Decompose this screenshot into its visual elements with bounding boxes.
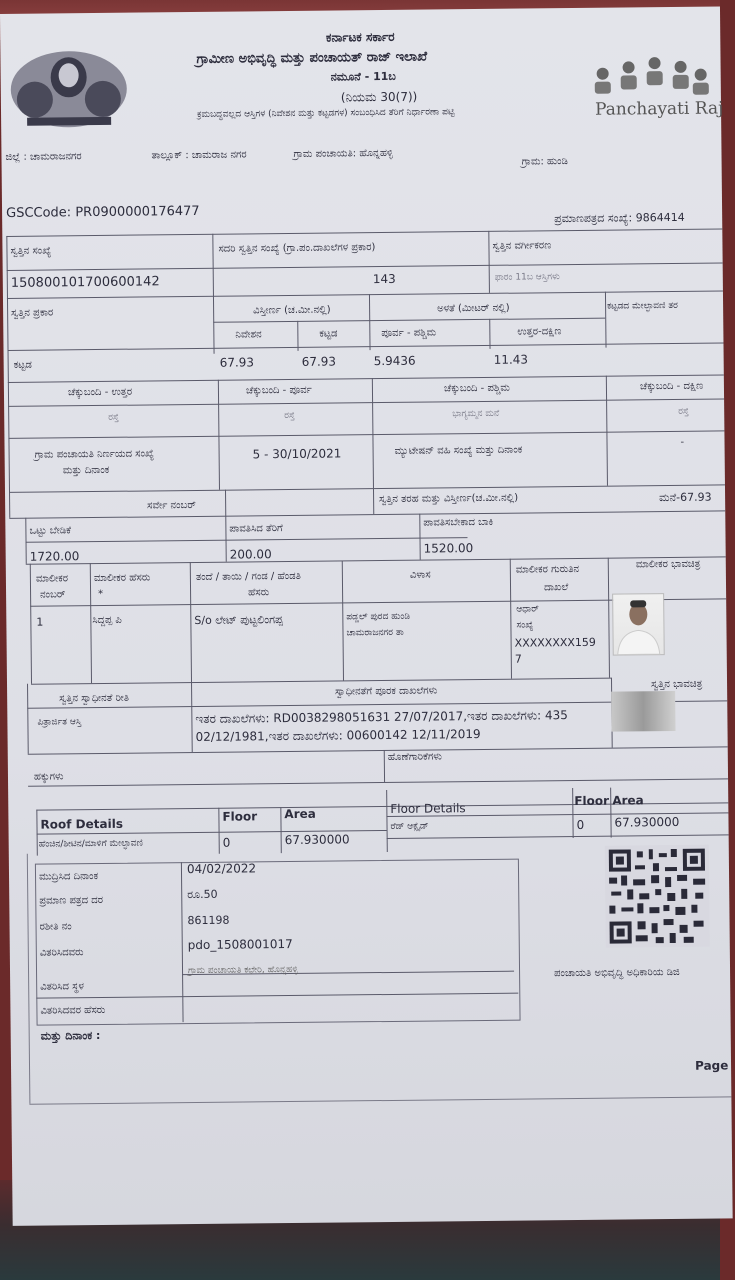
resolution-label-line2: ಮತ್ತು ದಿನಾಂಕ	[62, 464, 110, 477]
owner-no-label-2: ನಂಬರ್	[40, 589, 66, 601]
id-value-2: 7	[514, 652, 522, 666]
govt-title: ಕರ್ನಾಟಕ ಸರ್ಕಾರ	[325, 29, 395, 45]
boundary-east-label: ಚೆಕ್ಕುಬಂದಿ - ಪೂರ್ವ	[245, 384, 312, 397]
owner-name-label: ಮಾಲೀಕರ ಹೆಸರು	[93, 572, 151, 585]
id-label-2: ದಾಖಲೆ	[543, 582, 569, 594]
print-date-label: ಮುದ್ರಿಸಿದ ದಿನಾಂಕ	[38, 871, 99, 883]
boundary-west-label: ಚೆಕ್ಕುಬಂದಿ - ಪಶ್ಚಿಮ	[443, 382, 510, 395]
owner-photo	[612, 593, 665, 656]
roof-area-label: Area	[284, 806, 316, 822]
property-nature-label: ಸ್ವತ್ತಿನ ತರಹ ಮತ್ತು ವಿಸ್ತೀರ್ಣ(ಚ.ಮೀ.ನಲ್ಲಿ)	[379, 492, 519, 506]
floor-floor-label: Floor	[574, 793, 610, 809]
liabilities-label: ಹೊಣೆಗಾರಿಕೆಗಳು	[387, 751, 443, 763]
balance-due-label: ಪಾವತಿಸಬೇಕಾದ ಬಾಕಿ	[423, 516, 494, 529]
gsc-code: GSCCode: PR0900000176477	[6, 203, 200, 221]
property-no-value: 150800101700600142	[10, 274, 160, 291]
north-south-label: ಉತ್ತರ-ದಕ್ಷಿಣ	[517, 326, 562, 338]
owner-photo-label: ಮಾಲೀಕರ ಭಾವಚಿತ್ರ	[635, 558, 701, 571]
property-nature-value: ಮನೆ-67.93	[659, 490, 712, 505]
id-type-1: ಆಧಾರ್	[516, 604, 539, 615]
form-subtitle: ಕ್ರಮಬದ್ಧವಲ್ಲದ ಆಸ್ತಿಗಳ (ನಿವೇಶನ ಮತ್ತು ಕಟ್ಟಡಗಳ) ಸಂಬಂಧಿಸಿದ ತೆರಿಗೆ ನಿರ್ಧಾರಣಾ ಪಟ್ಟಿ	[197, 107, 455, 120]
panchayati-raj-logo-text: Panchayati Raj	[594, 98, 724, 120]
issued-by-label: ವಿತರಿಸಿದವರು	[39, 947, 84, 959]
certificate-fee-value: ರೂ.50	[187, 887, 218, 902]
taluk: ತಾಲ್ಲೂಕ್ : ಚಾಮರಾಜ ನಗರ	[151, 149, 247, 162]
document-page	[0, 6, 733, 1225]
address-label: ವಿಳಾಸ	[409, 569, 431, 581]
print-date-value: 04/02/2022	[186, 861, 257, 877]
ownership-method-label: ಸ್ವತ್ತಿನ ಸ್ವಾಧೀನತೆ ರೀತಿ	[59, 692, 130, 705]
owner-no-label-1: ಮಾಲೀಕರ	[35, 573, 69, 585]
form-number: ನಮೂನೆ - 11ಬ	[330, 69, 396, 84]
qr-code-icon	[605, 845, 710, 948]
id-value-1: XXXXXXXX159	[514, 635, 596, 650]
department-title: ಗ್ರಾಮೀಣ ಅಭಿವೃದ್ಧಿ ಮತ್ತು ಪಂಚಾಯತ್ ರಾಜ್ ಇಲಾಖೆ	[196, 49, 428, 67]
tax-paid-value: 200.00	[229, 547, 272, 562]
site-area-value: 67.93	[219, 355, 255, 370]
roof-type-value: ಹೆಂಚಿನ/ಶೀಟಿನ/ಮಾಳಿಗೆ ಮೇಲ್ಛಾವಣಿ	[38, 838, 143, 850]
panchayati-raj-logo-icon	[588, 45, 713, 136]
classification-value: ಫಾರಂ 11ಬ ಆಸ್ತಿಗಳು	[494, 272, 560, 283]
relation-value: S/o ಲೇಟ್ ಪುಟ್ಟಲಿಂಗಪ್ಪ	[194, 613, 284, 627]
east-west-label: ಪೂರ್ವ - ಪಶ್ಚಿಮ	[381, 327, 437, 340]
issue-date-label: ಮತ್ತು ದಿನಾಂಕ :	[40, 1029, 101, 1043]
tax-paid-label: ಪಾವತಿಸಿದ ತೆರಿಗೆ	[229, 523, 283, 535]
officer-signature-label: ಪಂಚಾಯತಿ ಅಭಿವೃದ್ಧಿ ಅಧಿಕಾರಿಯ ಡಿಜಿ	[554, 966, 680, 980]
issued-by-value: pdo_1508001017	[187, 936, 293, 953]
boundary-east-value: ರಸ್ತೆ	[284, 410, 295, 422]
resolution-label-line1: ಗ್ರಾಮ ಪಂಚಾಯತಿ ನಿರ್ಣಯದ ಸಂಖ್ಯೆ	[34, 448, 155, 461]
id-type-2: ಸಂಖ್ಯೆ	[516, 620, 534, 631]
district: ಜಿಲ್ಲೆ : ಚಾಮರಾಜನಗರ	[5, 151, 82, 163]
ownership-docs-line2: 02/12/1981,ಇತರ ದಾಖಲೆಗಳು: 00600142 12/11/2019	[195, 727, 481, 744]
building-area-value: 67.93	[301, 354, 337, 369]
property-photo	[611, 691, 675, 732]
total-demand-label: ಒಟ್ಟು ಬೇಡಿಕೆ	[29, 525, 72, 537]
mutation-value: -	[680, 436, 685, 448]
boundary-south-label: ಚೆಕ್ಕುಬಂದಿ - ದಕ್ಷಿಣ	[639, 380, 704, 393]
total-demand-value: 1720.00	[29, 549, 80, 564]
floor-floor-value: 0	[576, 817, 585, 833]
roof-details-title: Roof Details	[40, 816, 123, 832]
relation-label-2: ಹೆಸರು	[248, 587, 270, 599]
receipt-no-label: ರಶೀತಿ ನಂ	[39, 921, 72, 933]
ownership-method-value: ಪಿತ್ರಾರ್ಜಿತ ಆಸ್ತಿ	[37, 717, 82, 728]
classification-label: ಸ್ವತ್ತಿನ ವರ್ಗೀಕರಣ	[492, 240, 552, 252]
building-label: ಕಟ್ಟಡ	[319, 328, 338, 340]
north-south-value: 11.43	[493, 352, 529, 367]
gram-panchayat: ಗ್ರಾಮ ಪಂಚಾಯತಿ: ಹೊನ್ನಹಳ್ಳಿ	[293, 147, 394, 160]
boundary-west-value: ಭಾಗ್ಯಮ್ಮನ ಮನೆ	[452, 408, 500, 420]
roof-floor-value: 0	[222, 835, 231, 850]
resolution-value: 5 - 30/10/2021	[252, 446, 342, 462]
id-label-1: ಮಾಲೀಕರ ಗುರುತಿನ	[515, 563, 580, 576]
balance-due-value: 1520.00	[423, 541, 474, 556]
gp-property-no-label: ಸದರಿ ಸ್ವತ್ತಿನ ಸಂಖ್ಯೆ (ಗ್ರಾ.ಪಂ.ದಾಖಲೆಗಳ ಪ್ರಕಾರ)	[218, 242, 376, 255]
floor-area-value: 67.930000	[614, 814, 680, 830]
village: ಗ್ರಾಮ: ಹುಂಡಿ	[521, 156, 568, 168]
issue-place-label: ವಿತರಿಸಿದ ಸ್ಥಳ	[40, 981, 84, 993]
address-line2: ಚಾಮರಾಜನಗರ ತಾ	[346, 627, 404, 639]
rights-label: ಹಕ್ಕುಗಳು	[33, 771, 64, 783]
property-type-value: ಕಟ್ಟಡ	[13, 359, 32, 371]
certificate-fee-label: ಪ್ರಮಾಣ ಪತ್ರದ ದರ	[39, 894, 104, 907]
mutation-label: ಮ್ಯುಟೇಷನ್ ವಹಿ ಸಂಖ್ಯೆ ಮತ್ತು ದಿನಾಂಕ	[394, 444, 523, 457]
rule-reference: (ನಿಯಮ 30(7))	[340, 89, 418, 105]
issue-place-value: ಗ್ರಾಮ ಪಂಚಾಯತಿ ಕಛೇರಿ, ಹೊನ್ನಹಳ್ಳಿ	[187, 964, 298, 977]
owner-no-value: 1	[36, 615, 44, 629]
floor-area-label: Area	[612, 793, 644, 808]
page-label: Page	[694, 1058, 729, 1073]
area-label: ವಿಸ್ತೀರ್ಣ (ಚ.ಮೀ.ನಲ್ಲಿ)	[253, 304, 331, 317]
certificate-number: ಪ್ರಮಾಣಪತ್ರದ ಸಂಖ್ಯೆ: 9864414	[554, 210, 685, 226]
owner-name-mark: *	[98, 588, 104, 601]
receiver-name-label: ವಿತರಿಸಿದವರ ಹೆಸರು	[40, 1004, 106, 1017]
property-photo-label: ಸ್ವತ್ತಿನ ಭಾವಚಿತ್ರ	[651, 678, 703, 691]
roof-area-value: 67.930000	[284, 832, 350, 848]
site-label: ನಿವೇಶನ	[235, 329, 262, 341]
floor-details-title: Floor Details	[390, 801, 466, 816]
boundary-north-label: ಚೆಕ್ಕುಬಂದಿ - ಉತ್ತರ	[67, 386, 133, 399]
dimension-label: ಅಳತೆ (ಮೀಟರ್ ನಲ್ಲಿ)	[437, 302, 510, 315]
receipt-no-value: 861198	[187, 913, 230, 928]
property-type-label: ಸ್ವತ್ತಿನ ಪ್ರಕಾರ	[11, 307, 54, 319]
boundary-south-value: ರಸ್ತೆ	[678, 406, 689, 417]
gp-property-no-value: 143	[372, 271, 396, 287]
roof-usage-label: ಕಟ್ಟಡದ ಮೇಲ್ಛಾವಣಿ ತರ	[607, 300, 678, 312]
survey-number-label: ಸರ್ವೇ ನಂಬರ್	[147, 499, 196, 512]
person-icon	[613, 594, 664, 655]
property-no-label: ಸ್ವತ್ತಿನ ಸಂಖ್ಯೆ	[10, 245, 52, 257]
owner-name-value: ಸಿದ್ದಪ್ಪ ಪಿ	[92, 614, 122, 627]
east-west-value: 5.9436	[373, 353, 416, 369]
boundary-north-value: ರಸ್ತೆ	[108, 412, 119, 423]
floor-type-value: ರೆಡ್ ಆಕ್ಸೈಡ್	[390, 821, 429, 832]
roof-floor-label: Floor	[222, 809, 258, 824]
ownership-docs-line1: ಇತರ ದಾಖಲೆಗಳು: RD0038298051631 27/07/2017,ಇತರ ದಾಖಲೆಗಳು: 435	[195, 708, 568, 726]
address-line1: ಪಡ್ಡಲ್ ಪುರದ ಹುಂಡಿ	[346, 611, 411, 623]
ownership-docs-label: ಸ್ವಾಧೀನತೆಗೆ ಪೂರಕ ದಾಖಲೆಗಳು	[335, 685, 438, 698]
karnataka-emblem-icon	[6, 47, 131, 132]
relation-label-1: ತಂದೆ / ತಾಯಿ / ಗಂಡ / ಹೆಂಡತಿ	[195, 570, 301, 583]
